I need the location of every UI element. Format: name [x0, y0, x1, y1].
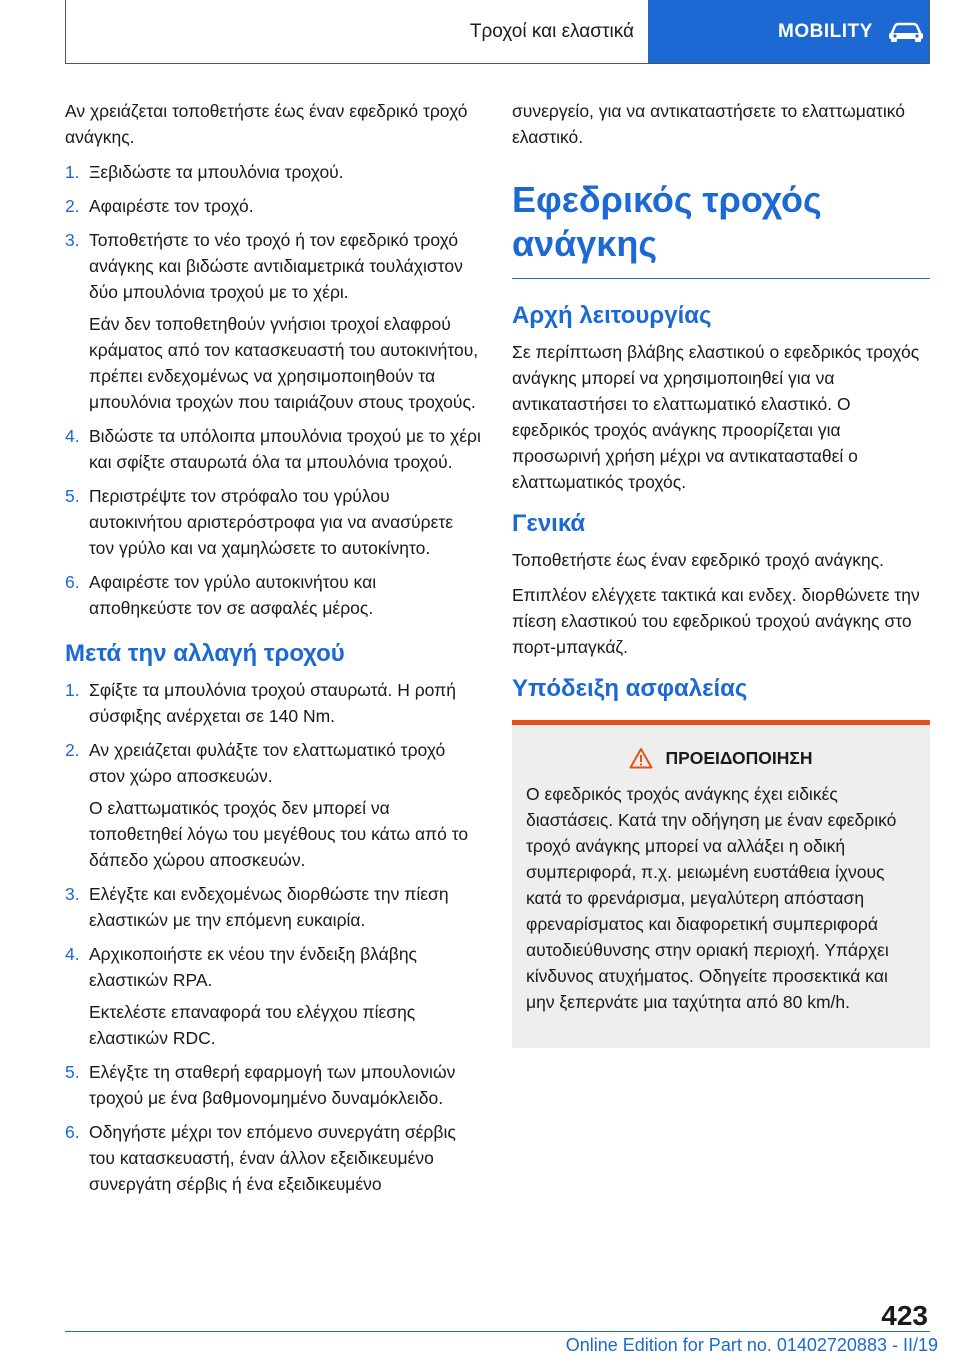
list-item	[65, 941, 483, 1051]
general-heading: Γενικά	[512, 510, 586, 537]
step-text: Ελέγξτε και ενδεχομένως διορθώστε την πίεση ελαστικών με την επόμενη ευκαιρία.	[89, 884, 449, 930]
step-text: Εκτελέστε επαναφορά του ελέγχου πίεσης ελαστικών RDC.	[89, 1002, 416, 1048]
list-item	[65, 1059, 483, 1111]
step-body	[89, 483, 483, 561]
intro-text: Αν χρειάζεται τοποθετήστε έως έναν εφεδρικό τροχό ανάγκης.	[65, 101, 468, 147]
list-item	[65, 423, 483, 475]
step-number: 5.	[65, 486, 80, 506]
step-number: 6.	[65, 1122, 80, 1142]
step-text: Οδηγήστε μέχρι τον επόμενο συνεργάτη σέρβις του κατασκευαστή, έναν άλλον εξειδικευμένο συνεργάτη σέρβις ή ένα εξειδικευμένο	[89, 1122, 456, 1194]
step-text: Βιδώστε τα υπόλοιπα μπουλόνια τροχού με το χέρι και σφίξτε σταυρωτά όλα τα μπουλόνια τροχού.	[89, 426, 481, 472]
mobility-tab	[648, 0, 929, 63]
warning-header	[526, 745, 916, 771]
steps-list	[65, 159, 483, 621]
safety-heading: Υπόδειξη ασφαλείας	[512, 675, 748, 702]
section-heading: Εφεδρικός τροχός ανάγκης	[512, 178, 930, 279]
page-header	[65, 0, 930, 64]
left-column	[65, 98, 483, 1205]
mobility-label: MOBILITY	[778, 20, 873, 42]
list-item	[65, 881, 483, 933]
step-body	[89, 941, 483, 1051]
list-item	[65, 227, 483, 415]
list-item	[65, 569, 483, 621]
warning-box	[512, 720, 930, 1048]
page-number: 423	[881, 1300, 928, 1331]
step-text: Σφίξτε τα μπουλόνια τροχού σταυρωτά. Η ροπή σύσφιξης ανέρχεται σε 140 Nm.	[89, 680, 456, 726]
principle-text: Σε περίπτωση βλάβης ελαστικού ο εφεδρικός τροχός ανάγκης μπορεί να χρησιμοποιηθεί για να αντικαταστήσει το ελαττωματικό ελαστικό. Ο εφεδρικός τροχός ανάγκης προορίζεται για προσωρινή χρήση μέχρι να αντικατασταθεί ο ελαττωματικός τροχός.	[512, 342, 920, 492]
step-text: Ο ελαττωματικός τροχός δεν μπορεί να τοποθετηθεί λόγω του μεγέθους του κάτω από το δάπεδο χώρου αποσκευών.	[89, 798, 469, 870]
step-number: 4.	[65, 426, 80, 446]
step-body	[89, 881, 483, 933]
step-number: 1.	[65, 162, 80, 182]
after-change-heading: Μετά την αλλαγή τροχού	[65, 640, 345, 667]
step-number: 3.	[65, 884, 80, 904]
list-item	[65, 1119, 483, 1197]
step-text: Αρχικοποιήστε εκ νέου την ένδειξη βλάβης ελαστικών RPA.	[89, 944, 417, 990]
step-text: Αφαιρέστε τον γρύλο αυτοκινήτου και αποθηκεύστε τον σε ασφαλές μέρος.	[89, 572, 377, 618]
list-item	[65, 193, 483, 219]
list-item	[65, 677, 483, 729]
step-number: 5.	[65, 1062, 80, 1082]
step-text: Εάν δεν τοποθετηθούν γνήσιοι τροχοί ελαφρού κράματος από τον κατασκευαστή του αυτοκινήτου, πρέπει ενδεχομένως να χρησιμοποιηθούν τα μπουλόνια τροχών που ταιριάζουν στους τροχούς.	[89, 314, 479, 412]
footer-divider	[65, 1331, 930, 1332]
car-icon	[887, 21, 925, 43]
step-number: 1.	[65, 680, 80, 700]
step-body	[89, 193, 483, 219]
step-body	[89, 1059, 483, 1111]
step-text: Αν χρειάζεται φυλάξτε τον ελαττωματικό τροχό στον χώρο αποσκευών.	[89, 740, 446, 786]
right-column	[512, 98, 930, 1048]
warning-text: Ο εφεδρικός τροχός ανάγκης έχει ειδικές διαστάσεις. Κατά την οδήγηση με έναν εφεδρικό τροχό ανάγκης μπορεί να αλλάξει η οδική συμπεριφορά, π.χ. μειωμένη ευστάθεια ίχνους κατά το φρενάρισμα, μεγαλύτερη απόσταση φρεναρίσματος και διαφορετική συμπεριφορά αυτοδιεύθυνσης στην οριακή περιοχή. Υπάρχει κίνδυνος ατυχήματος. Οδηγείτε προσεκτικά και μην ξεπερνάτε μια ταχύτητα από 80 km/h.	[526, 784, 897, 1012]
step-number: 2.	[65, 740, 80, 760]
step-text: Ξεβιδώστε τα μπουλόνια τροχού.	[89, 162, 344, 182]
warning-title: ΠΡΟΕΙΔΟΠΟΙΗΣΗ	[665, 748, 813, 768]
step-number: 2.	[65, 196, 80, 216]
step-body	[89, 1119, 483, 1197]
step-body	[89, 159, 483, 185]
continued-text: συνεργείο, για να αντικαταστήσετε το ελαττωματικό ελαστικό.	[512, 101, 906, 147]
list-item	[65, 159, 483, 185]
step-text: Περιστρέψτε τον στρόφαλο του γρύλου αυτοκινήτου αριστερόστροφα για να ανασύρετε τον γρύλο και να χαμηλώσετε το αυτοκίνητο.	[89, 486, 454, 558]
step-text: Τοποθετήστε το νέο τροχό ή τον εφεδρικό τροχό ανάγκης και βιδώστε αντιδιαμετρικά τουλάχιστον δύο μπουλόνια τροχού με το χέρι.	[89, 230, 463, 302]
footer-text: Online Edition for Part no. 01402720883 - II/19	[565, 1335, 938, 1355]
step-body	[89, 423, 483, 475]
step-body	[89, 737, 483, 873]
principle-heading: Αρχή λειτουργίας	[512, 302, 712, 329]
step-text: Αφαιρέστε τον τροχό.	[89, 196, 254, 216]
step-body	[89, 569, 483, 621]
list-item	[65, 483, 483, 561]
after-steps-list	[65, 677, 483, 1197]
list-item	[65, 737, 483, 873]
step-number: 3.	[65, 230, 80, 250]
step-number: 4.	[65, 944, 80, 964]
general-text-1: Τοποθετήστε έως έναν εφεδρικό τροχό ανάγκης.	[512, 550, 885, 570]
warning-triangle-icon	[629, 747, 653, 769]
section-title: Τροχοί και ελαστικά	[469, 20, 634, 42]
step-body	[89, 677, 483, 729]
step-number: 6.	[65, 572, 80, 592]
step-text: Ελέγξτε τη σταθερή εφαρμογή των μπουλονιών τροχού με ένα βαθμονομημένο δυναμόκλειδο.	[89, 1062, 456, 1108]
general-text-2: Επιπλέον ελέγχετε τακτικά και ενδεχ. διορθώνετε την πίεση ελαστικού του εφεδρικού τροχού ανάγκης στο πορτ-μπαγκάζ.	[512, 585, 920, 657]
step-body	[89, 227, 483, 415]
